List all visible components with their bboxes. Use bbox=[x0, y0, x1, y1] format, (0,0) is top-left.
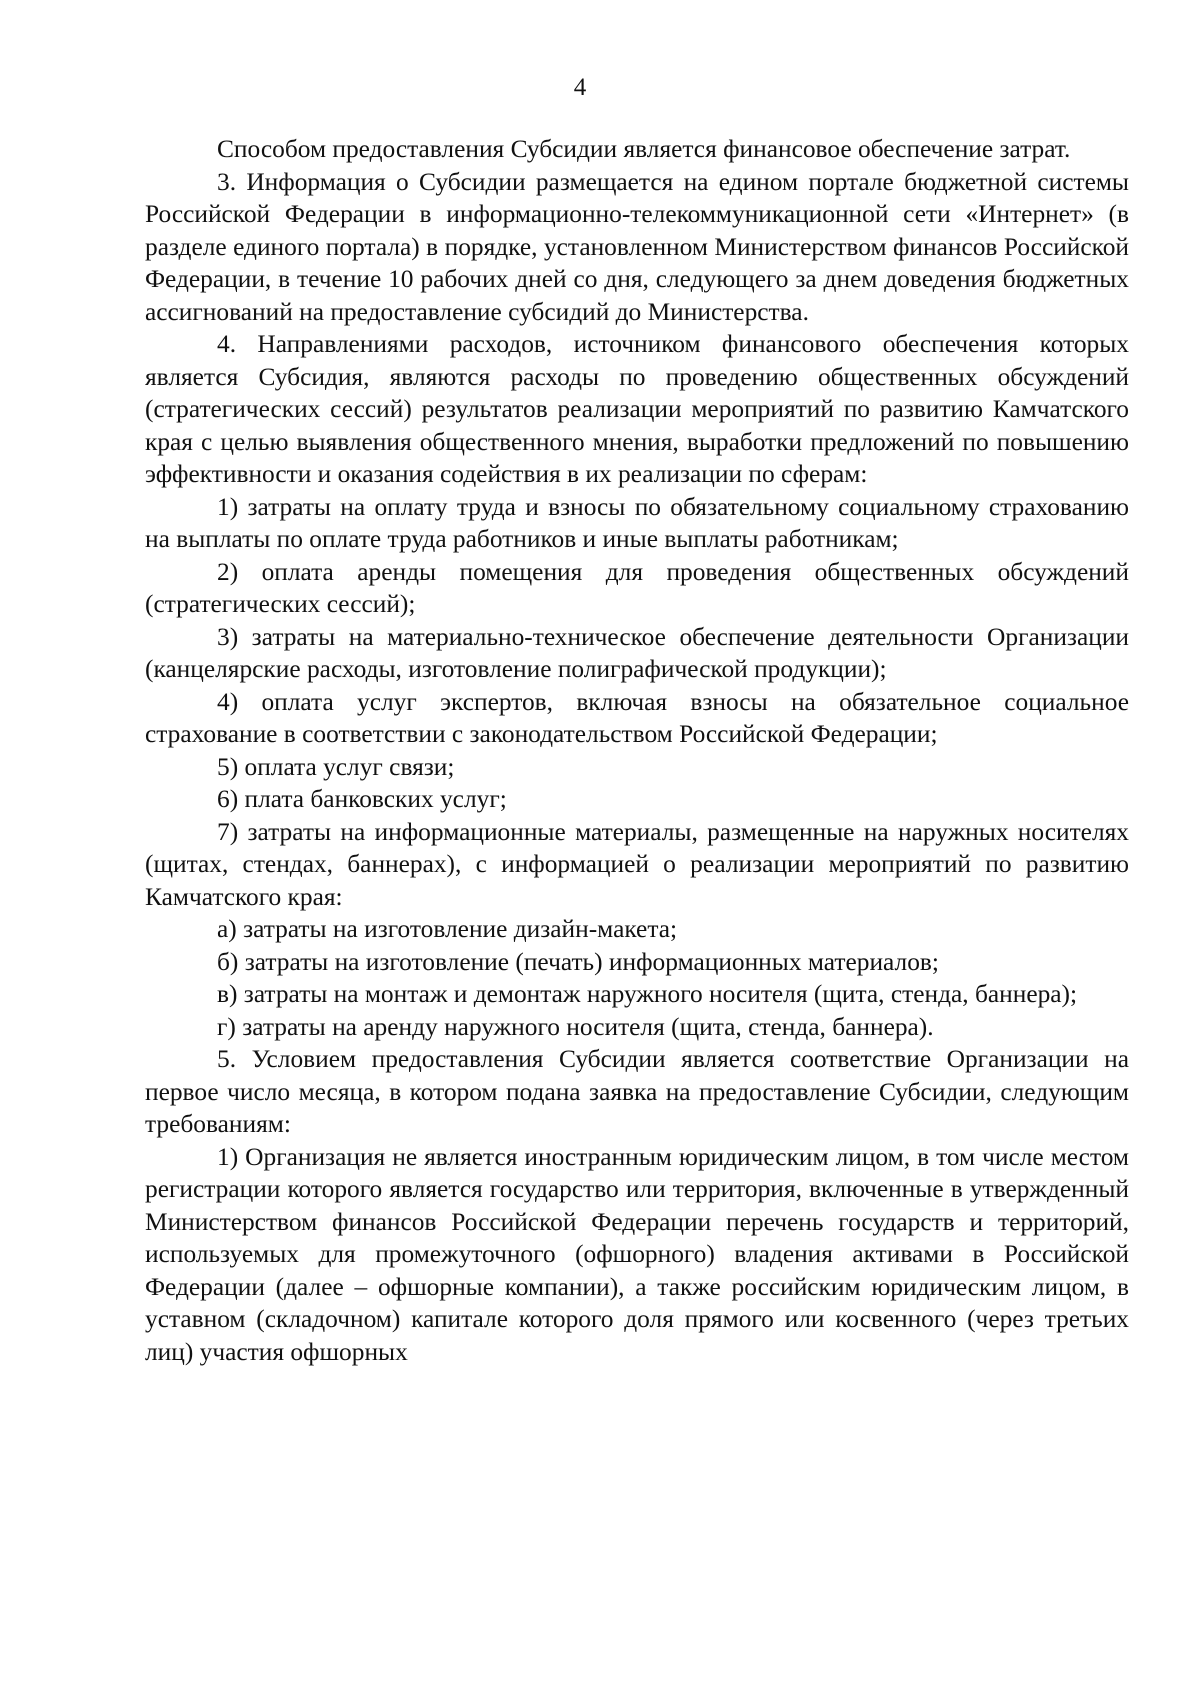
list-item-premises-rent: 2) оплата аренды помещения для проведения общественных обсуждений (стратегических сессий); bbox=[145, 557, 1129, 618]
page-number: 4 bbox=[573, 74, 587, 101]
document-body bbox=[145, 133, 1129, 1368]
list-item-communication-services: 5) оплата услуг связи; bbox=[217, 752, 455, 781]
sub-item-printing: б) затраты на изготовление (печать) информационных материалов; bbox=[217, 947, 939, 976]
paragraph-4-expense-directions: 4. Направлениями расходов, источником финансового обеспечения которых является Субсидия, являются расходы по проведению общественных обсуждений (стратегических сессий) результатов реализации мероприятий по развитию Камчатского края с целью выявления общественного мнения, выработки предложений по повышению эффективности и оказания содействия в их реализации по сферам: bbox=[145, 330, 1129, 488]
sub-item-installation: в) затраты на монтаж и демонтаж наружного носителя (щита, стенда, баннера); bbox=[217, 980, 1078, 1008]
sub-item-design-layout: а) затраты на изготовление дизайн-макета; bbox=[217, 915, 678, 943]
list-item-not-foreign-entity: 1) Организация не является иностранным юридическим лицом, в том числе местом регистрации которого является государство или территория, включенные в утвержденный Министерством финансов Российской Федерации перечень государств и территорий, используемых для промежуточного (офшорного) владения активами в Российской Федерации (далее – офшорные компании), а также российским юридическим лицом, в уставном (складочном) капитале которого доля прямого или косвенного (через третьих лиц) участия офшорных bbox=[145, 1142, 1129, 1366]
list-item-information-materials: 7) затраты на информационные материалы, размещенные на наружных носителях (щитах, стендах, баннерах), с информацией о реализации мероприятий по развитию Камчатского края: bbox=[145, 817, 1129, 911]
list-item-experts-services: 4) оплата услуг экспертов, включая взносы на обязательное социальное страхование в соответствии с законодательством Российской Федерации; bbox=[145, 687, 1129, 748]
list-item-labor-costs: 1) затраты на оплату труда и взносы по обязательному социальному страхованию на выплаты по оплате труда работников и иные выплаты работникам; bbox=[145, 492, 1129, 553]
sub-item-carrier-rent: г) затраты на аренду наружного носителя (щита, стенда, баннера). bbox=[217, 1012, 934, 1041]
paragraph-5-conditions: 5. Условием предоставления Субсидии является соответствие Организации на первое число месяца, в котором подана заявка на предоставление Субсидии, следующим требованиям: bbox=[145, 1045, 1129, 1138]
paragraph-subsidy-method: Способом предоставления Субсидии является финансовое обеспечение затрат. bbox=[217, 135, 1071, 163]
list-item-bank-services: 6) плата банковских услуг; bbox=[217, 785, 507, 813]
paragraph-3-information-publication: 3. Информация о Субсидии размещается на едином портале бюджетной системы Российской Федерации в информационно-телекоммуникационной сети «Интернет» (в разделе единого портала) в порядке, установленном Министерством финансов Российской Федерации, в течение 10 рабочих дней со дня, следующего за днем доведения бюджетных ассигнований на предоставление субсидий до Министерства. bbox=[145, 167, 1129, 326]
list-item-material-support: 3) затраты на материально-техническое обеспечение деятельности Организации (канцелярские расходы, изготовление полиграфической продукции); bbox=[145, 622, 1129, 683]
